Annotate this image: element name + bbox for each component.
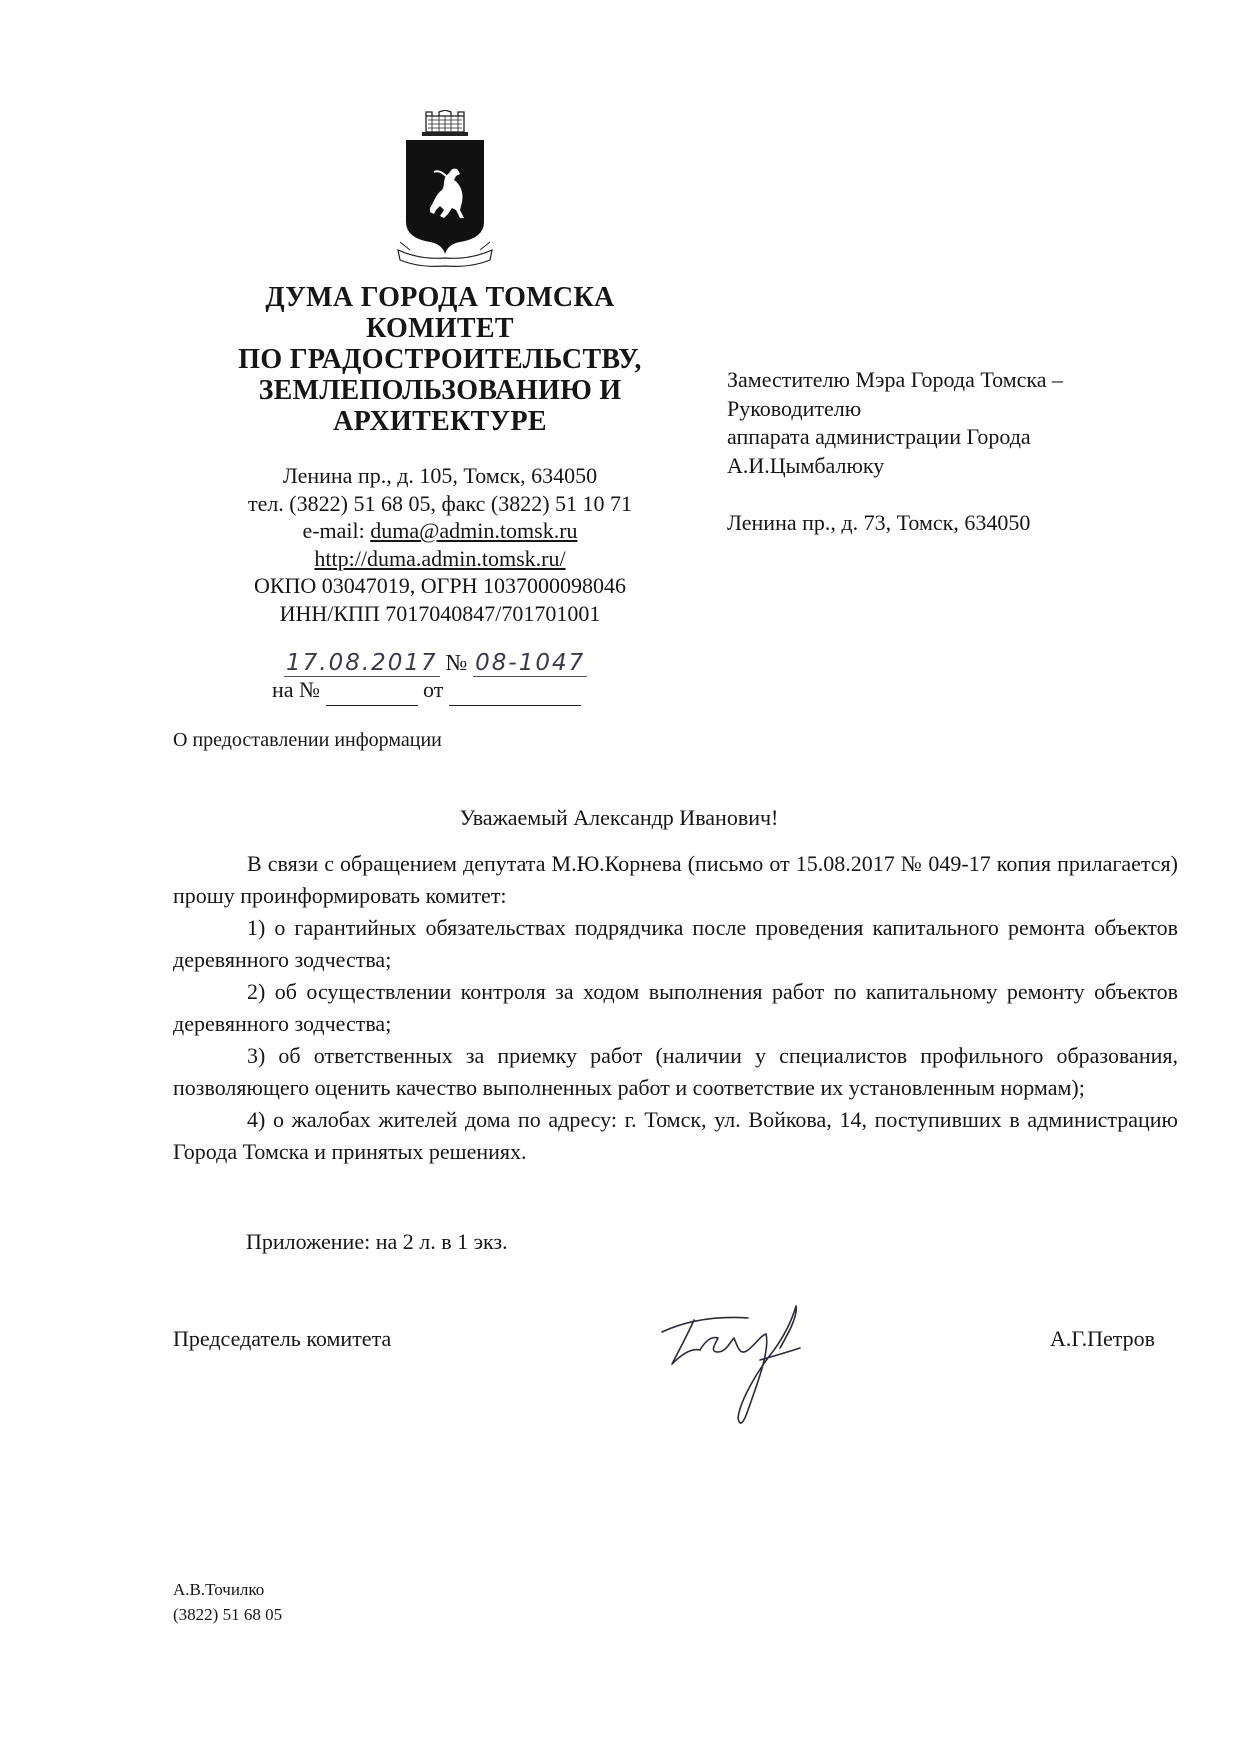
body-list-item: 3) об ответственных за приемку работ (наличии у специалистов профильного образования, позволяющего оценить качество выполненных работ и соответствие их установленным нормам); (173, 1043, 1178, 1100)
website-link[interactable]: http://duma.admin.tomsk.ru/ (314, 545, 566, 571)
organization-name (200, 282, 680, 437)
reply-number-blank (326, 675, 418, 706)
email-label: e-mail: (302, 518, 371, 543)
letter-greeting: Уважаемый Александр Иванович! (459, 805, 779, 830)
handwritten-date: 17.08.2017 (286, 650, 438, 676)
handwritten-number: 08-1047 (475, 650, 586, 676)
letter-subject: О предоставлении информации (173, 729, 442, 751)
reply-to-registration (272, 675, 632, 706)
tomsk-coat-of-arms-icon (390, 110, 500, 270)
executor-name: А.В.Точилко (173, 1580, 265, 1599)
addressee-line: аппарата администрации Города (727, 424, 1031, 449)
number-sign: № (445, 650, 468, 675)
executor-phone: (3822) 51 68 05 (173, 1605, 283, 1624)
executor-block (173, 1577, 282, 1627)
org-line: ДУМА ГОРОДА ТОМСКА (265, 282, 615, 313)
org-line: ЗЕМЛЕПОЛЬЗОВАНИЮ И (258, 375, 622, 406)
org-line: ПО ГРАДОСТРОИТЕЛЬСТВУ, (238, 344, 642, 375)
addressee-line: Руководителю (727, 395, 862, 421)
email-link[interactable]: duma@admin.tomsk.ru (370, 518, 578, 543)
reply-from-label: от (423, 677, 444, 702)
org-line: КОМИТЕТ (366, 313, 514, 344)
addressee-line: А.И.Цымбалюку (727, 452, 885, 478)
org-phone-fax: тел. (3822) 51 68 05, факс (3822) 51 10 71 (247, 490, 633, 516)
org-address: Ленина пр., д. 105, Томск, 634050 (282, 463, 598, 488)
handwritten-signature-icon (648, 1290, 828, 1435)
attachment-note: Приложение: на 2 л. в 1 экз. (246, 1229, 508, 1254)
signatory-name: А.Г.Петров (1050, 1326, 1156, 1351)
body-list-item: 2) об осуществлении контроля за ходом выполнения работ по капитальному ремонту объектов деревянного зодчества; (173, 979, 1178, 1036)
body-paragraph-intro: В связи с обращением депутата М.Ю.Корнева (письмо от 15.08.2017 № 049-17 копия прилагается) прошу проинформировать комитет: (173, 851, 1178, 908)
addressee-line: Заместителю Мэра Города Томска – (727, 367, 1064, 392)
reply-number-label: на № (272, 677, 321, 702)
org-okpo-ogrn: ОКПО 03047019, ОГРН 1037000098046 (253, 573, 627, 598)
outgoing-registration (284, 648, 644, 678)
org-line: АРХИТЕКТУРЕ (333, 406, 547, 437)
org-email-line (200, 517, 680, 545)
reply-date-blank (449, 675, 581, 706)
body-list-item: 1) о гарантийных обязательствах подрядчика после проведения капитального ремонта объектов деревянного зодчества; (173, 915, 1178, 972)
signatory-position: Председатель комитета (173, 1326, 392, 1351)
letter-body (173, 848, 1178, 1168)
addressee-block (727, 366, 1167, 538)
addressee-address: Ленина пр., д. 73, Томск, 634050 (727, 510, 1031, 535)
org-inn-kpp: ИНН/КПП 7017040847/701701001 (279, 600, 601, 626)
organization-contacts (200, 462, 680, 627)
body-list-item: 4) о жалобах жителей дома по адресу: г. Томск, ул. Войкова, 14, поступивших в администрацию Города Томска и принятых решениях. (173, 1107, 1178, 1164)
